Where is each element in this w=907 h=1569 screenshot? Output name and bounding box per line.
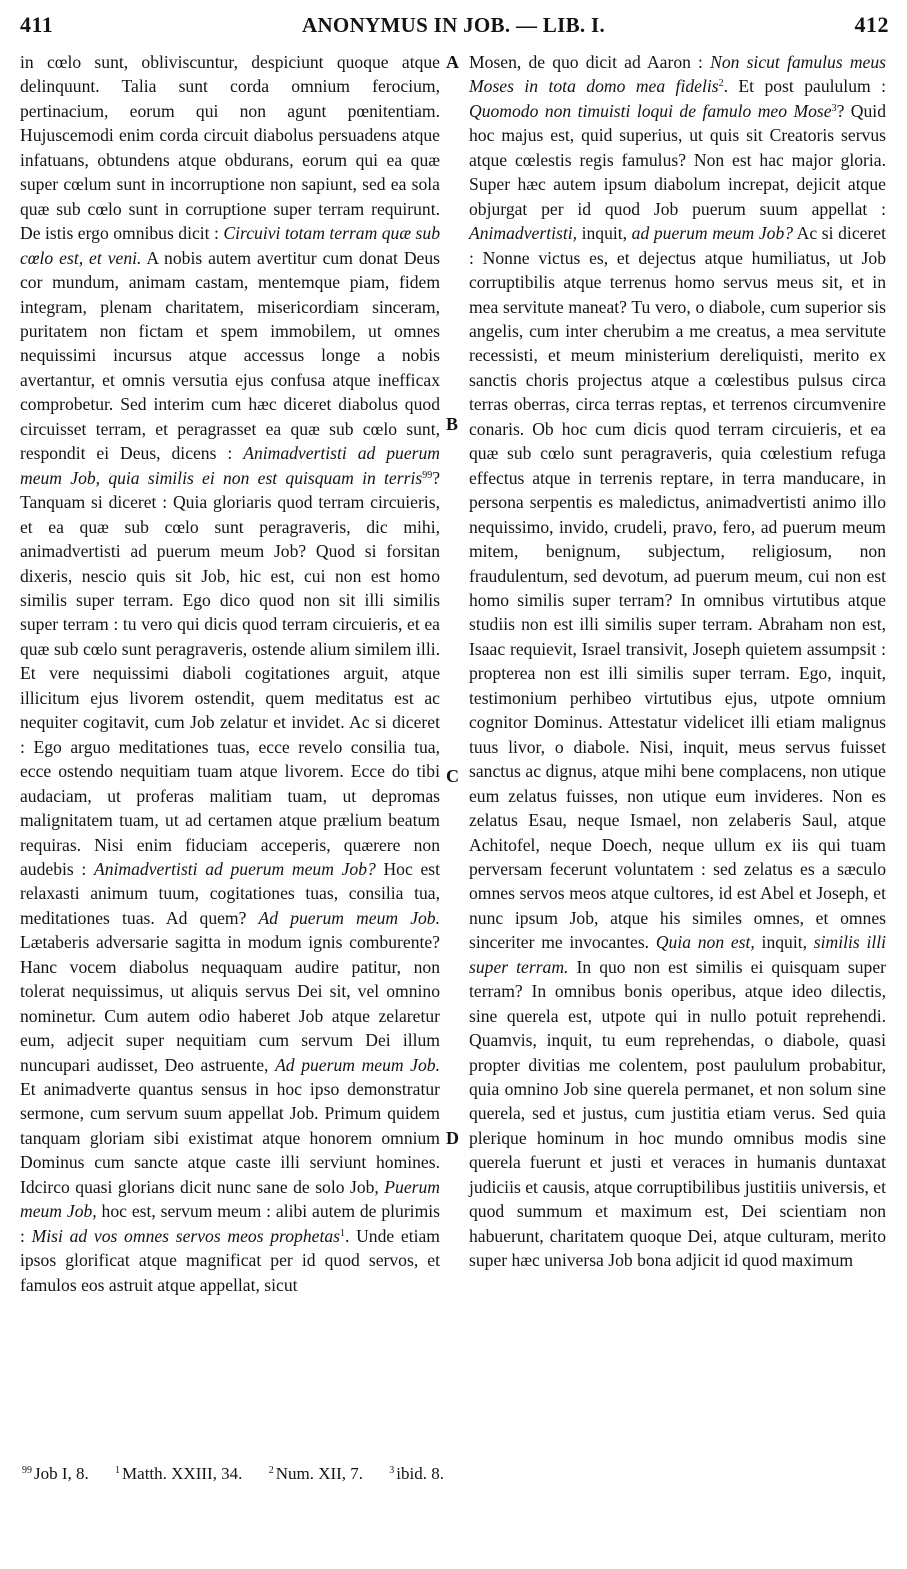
- footnote-text: ibid. 8.: [396, 1464, 444, 1483]
- italic-quote: Ad puerum meum Job.: [258, 907, 440, 928]
- italic-quote: Misi ad vos omnes servos meos prophetas: [31, 1225, 340, 1246]
- italic-quote: Puerum meum Job,: [20, 1176, 440, 1222]
- italic-quote: Circuivi totam terram quæ sub cœlo est, et veni.: [20, 223, 440, 268]
- margin-marker-c: C: [446, 766, 459, 786]
- text-run: hoc est, servum meum : alibi autem de plurimis :: [20, 1201, 440, 1246]
- running-title: ANONYMUS IN JOB. — LIB. I.: [302, 13, 605, 37]
- right-column-text: [469, 50, 886, 1273]
- italic-quote: Animadvertisti,: [469, 223, 577, 244]
- text-run: Hoc est relaxasti animum tuum, cogitationes tuas, consilia tua, meditationes tuas. Ad quem?: [20, 858, 440, 928]
- text-run: ? Tanquam si diceret : Quia gloriaris quod terram circuieris, et ea quæ sub cœlo sunt peragraveris, dic mihi, animadvertisti ad puerum meum Job? Quod si forsitan dixeris, nescio quis sit Job, hic est, cui non est homo similis super terram. Ego dico quod non sit illi similis super terram : tu vero qui dicis quod terram circuieris, et ea quæ sub cœlo sunt peragraveris, ostende alium similem illi. Et vere nequissimi diaboli cogitationes arguit, atque illicitum ejus livorem ostendit, quem meditatus est ac nequiter cogitavit, cum Job zelatur et invidet. Ac si diceret : Ego arguo meditationes tuas, ecce revelo consilia tua, ecce ostendo nequitiam tuam atque livorem. Ecce do tibi audaciam, ut proferas malitiam tuam, ut depromas malignitatem tuam, ut ad certamen atque prælium beatum requiras. Nisi enim fiduciam acceperis, quærere non audebis :: [20, 467, 440, 879]
- text-run: inquit,: [577, 223, 632, 244]
- footnote: [269, 1464, 363, 1483]
- footnote-text: Matth. XXIII, 34.: [122, 1464, 243, 1483]
- footnote-text: Job I, 8.: [34, 1464, 89, 1483]
- text-run: Lætaberis adversarie sagitta in modum ignis comburente? Hanc vocem diabolus nequaquam audire patitur, non tolerat nequissimus, ut aliquis servus Dei sit, vel omnino nominetur. Cum autem odio haberet Job atque zelaretur eum, adjecit super nequitiam cum servum Dei illum nuncupari audisset, Deo astruente,: [20, 932, 440, 1075]
- italic-quote: Non sicut famulus meus Moses in tota domo mea fidelis: [469, 52, 886, 97]
- text-run: ? Quid hoc majus est, quid superius, ut quis sit Creatoris servus atque cœlestis regis famulus? Non est hac major gloria. Super hæc autem ipsum diabolum increpat, dejicit atque objurgat per id quod Job puerum suum appellat :: [469, 100, 886, 219]
- italic-quote: Quomodo non timuisti loqui de famulo meo Mose: [469, 100, 832, 121]
- italic-quote: Ad puerum meum Job.: [275, 1054, 440, 1075]
- footnote-mark: 2: [268, 1465, 274, 1476]
- text-run: . Unde etiam ipsos glorificat atque magnificat per id quod servos, et famulos eos astruit atque appellat, sicut: [20, 1225, 440, 1295]
- footnote-ref: 1: [339, 1227, 345, 1239]
- italic-quote: Animadvertisti ad puerum meum Job, quia similis ei non est quisquam in terris: [20, 443, 440, 488]
- footnote: [115, 1464, 242, 1483]
- italic-quote: similis illi super terram.: [469, 932, 886, 977]
- footnote-mark: 99: [22, 1465, 32, 1476]
- margin-marker-a: A: [446, 52, 459, 72]
- margin-marker-b: B: [446, 414, 459, 434]
- footnote-mark: 1: [115, 1465, 121, 1476]
- footnote-mark: 3: [389, 1465, 395, 1476]
- italic-quote: ad puerum meum Job?: [631, 223, 794, 244]
- text-run: Et animadverte quantus sensus in hoc ipso demonstratur sermone, cum servum suum appellat Job. Primum quidem tanquam gloriam sibi existimat atque honorem omnium Dominus cum sancte atque caste illi serviunt homines. Idcirco quasi glorians dicit nunc sane de solo Job,: [20, 1079, 440, 1197]
- footnote: [389, 1464, 444, 1483]
- italic-quote: Quia non est,: [655, 932, 755, 953]
- footnote-ref: 2: [718, 78, 724, 90]
- text-run: . Et post paululum :: [723, 76, 886, 97]
- footnote-text: Num. XII, 7.: [275, 1464, 364, 1483]
- footnote-ref: 99: [422, 469, 433, 481]
- left-column: [20, 50, 440, 1297]
- footnotes: [22, 1464, 882, 1484]
- text-run: inquit,: [754, 932, 814, 953]
- page-number-left: 411: [20, 12, 54, 37]
- margin-marker-d: D: [446, 1128, 459, 1148]
- text-run: Mosen, de quo dicit ad Aaron :: [469, 52, 711, 72]
- left-column-text: [20, 50, 440, 1297]
- text-run: Ac si diceret : Nonne victus es, et dejectus atque humiliatus, ut Job corruptibilis atque terrenus homo servus meus sit, et in mea servitute maneat? Tu vero, o diabole, cum superior sis angelis, cum inter cherubim a me creatus, a mea servitute recessisti, et meum ministerium dereliquisti, merito ex sanctis choris projectus atque a cœlestibus pulsus circa terras oberras, circa terras reptas, et terrenos circumvenire conaris. Ob hoc cum dicis quod terram circuieris, et ea quæ sub cœlo sunt peragraveris, quia cœlestium refuga effectus atque in terrenis reptare, in terra manducare, in persona serpentis es maledictus, animadvertisti animo illo nequissimo, invido, crudeli, pravo, fero, ad puerum meum mitem, benignum, subjectum, religiosum, non fraudulentum, sed devotum, ad puerum meum, cui non est homo similis super terram? In omnibus virtutibus atque studiis non est illi similis super terram. Abraham non est, Isaac requievit, Israel transivit, Joseph quietem assumpsit : propterea non est illi similis super terram. Ego, inquit, testimonium perhibeo virtutibus ejus, utpote omnium cognitor Dominus. Attestatur videlicet illi etiam malignus tuus livor, o diabole. Nisi, inquit, meus servus fuisset sanctus ac dignus, atque mihi bene complacens, non utique eum zelatus fuisses, non utique eum invideres. Non es zelatus Esau, neque Ismael, non zelaberis Saul, atque Achitofel, neque Doech, neque ullum ex iis qui tuam perversam fecerunt voluntatem : sed zelatus es a sæculo omnes servos meos atque cultores, id est Abel et Joseph, et nunc ipsum Job, atque his similes omnes, et omnes sinceriter me invocantes.: [469, 223, 886, 953]
- running-header: [0, 0, 907, 44]
- page-number-right: 412: [854, 12, 889, 37]
- text-run: In quo non est similis ei quisquam super terram? In omnibus bonis operibus, atque ideo dilectis, sine querela est, utpote qui in nullo potuit reprehendi. Quamvis, inquit, tu eum reprehendas, o diabole, quasi propter divitias me colentem, post paululum probabitur, quia omnino Job sine querela permanet, et non solum sine querela, sed et justus, cum justitia etiam verus. Sed quia plerique hominum in hoc mundo omnibus modis sine querela fuerunt et justi et veraces in humanis duntaxat judiciis et causis, atque corruptibilibus justitiis universis, et quod summum et maximum est, Dei scientiam non habuerunt, charitatem quoque Dei, atque culturam, merito super hæc universa Job bona adjicit id quod maximum: [469, 956, 886, 1271]
- footnote-ref: 3: [831, 102, 837, 114]
- italic-quote: Animadvertisti ad puerum meum Job?: [93, 858, 376, 879]
- footnote: [22, 1464, 89, 1483]
- right-column: [469, 50, 886, 1273]
- text-run: A nobis autem avertitur cum donat Deus cor mundum, animam castam, mentemque piam, fidem integram, plenam charitatem, misericordiam sinceram, puritatem non fictam et spem immobilem, ut omnes nequissimi incursus atque accessus longe a nobis avertantur, et omnis versutia ejus confusa atque inefficax comprobetur. Sed interim cum hæc diceret diabolus quod circuisset terram, et peragrasset ea quæ sub cœlo sunt, respondit ei Deus, dicens :: [20, 247, 441, 464]
- text-run: in cœlo sunt, obliviscuntur, despiciunt quoque atque delinquunt. Talia sunt corda omnium ferocium, pertinacium, eorum qui non agunt pœnitentiam. Hujuscemodi enim corda circuit diabolus persuadens atque infatuans, obtundens atque obdurans, eorum qui ea quæ super cœlum sunt in incorruptione non sapiunt, sed ea sola quæ sub cœlo sunt in corruptione super terram requirunt. De istis ergo omnibus dicit :: [20, 52, 440, 244]
